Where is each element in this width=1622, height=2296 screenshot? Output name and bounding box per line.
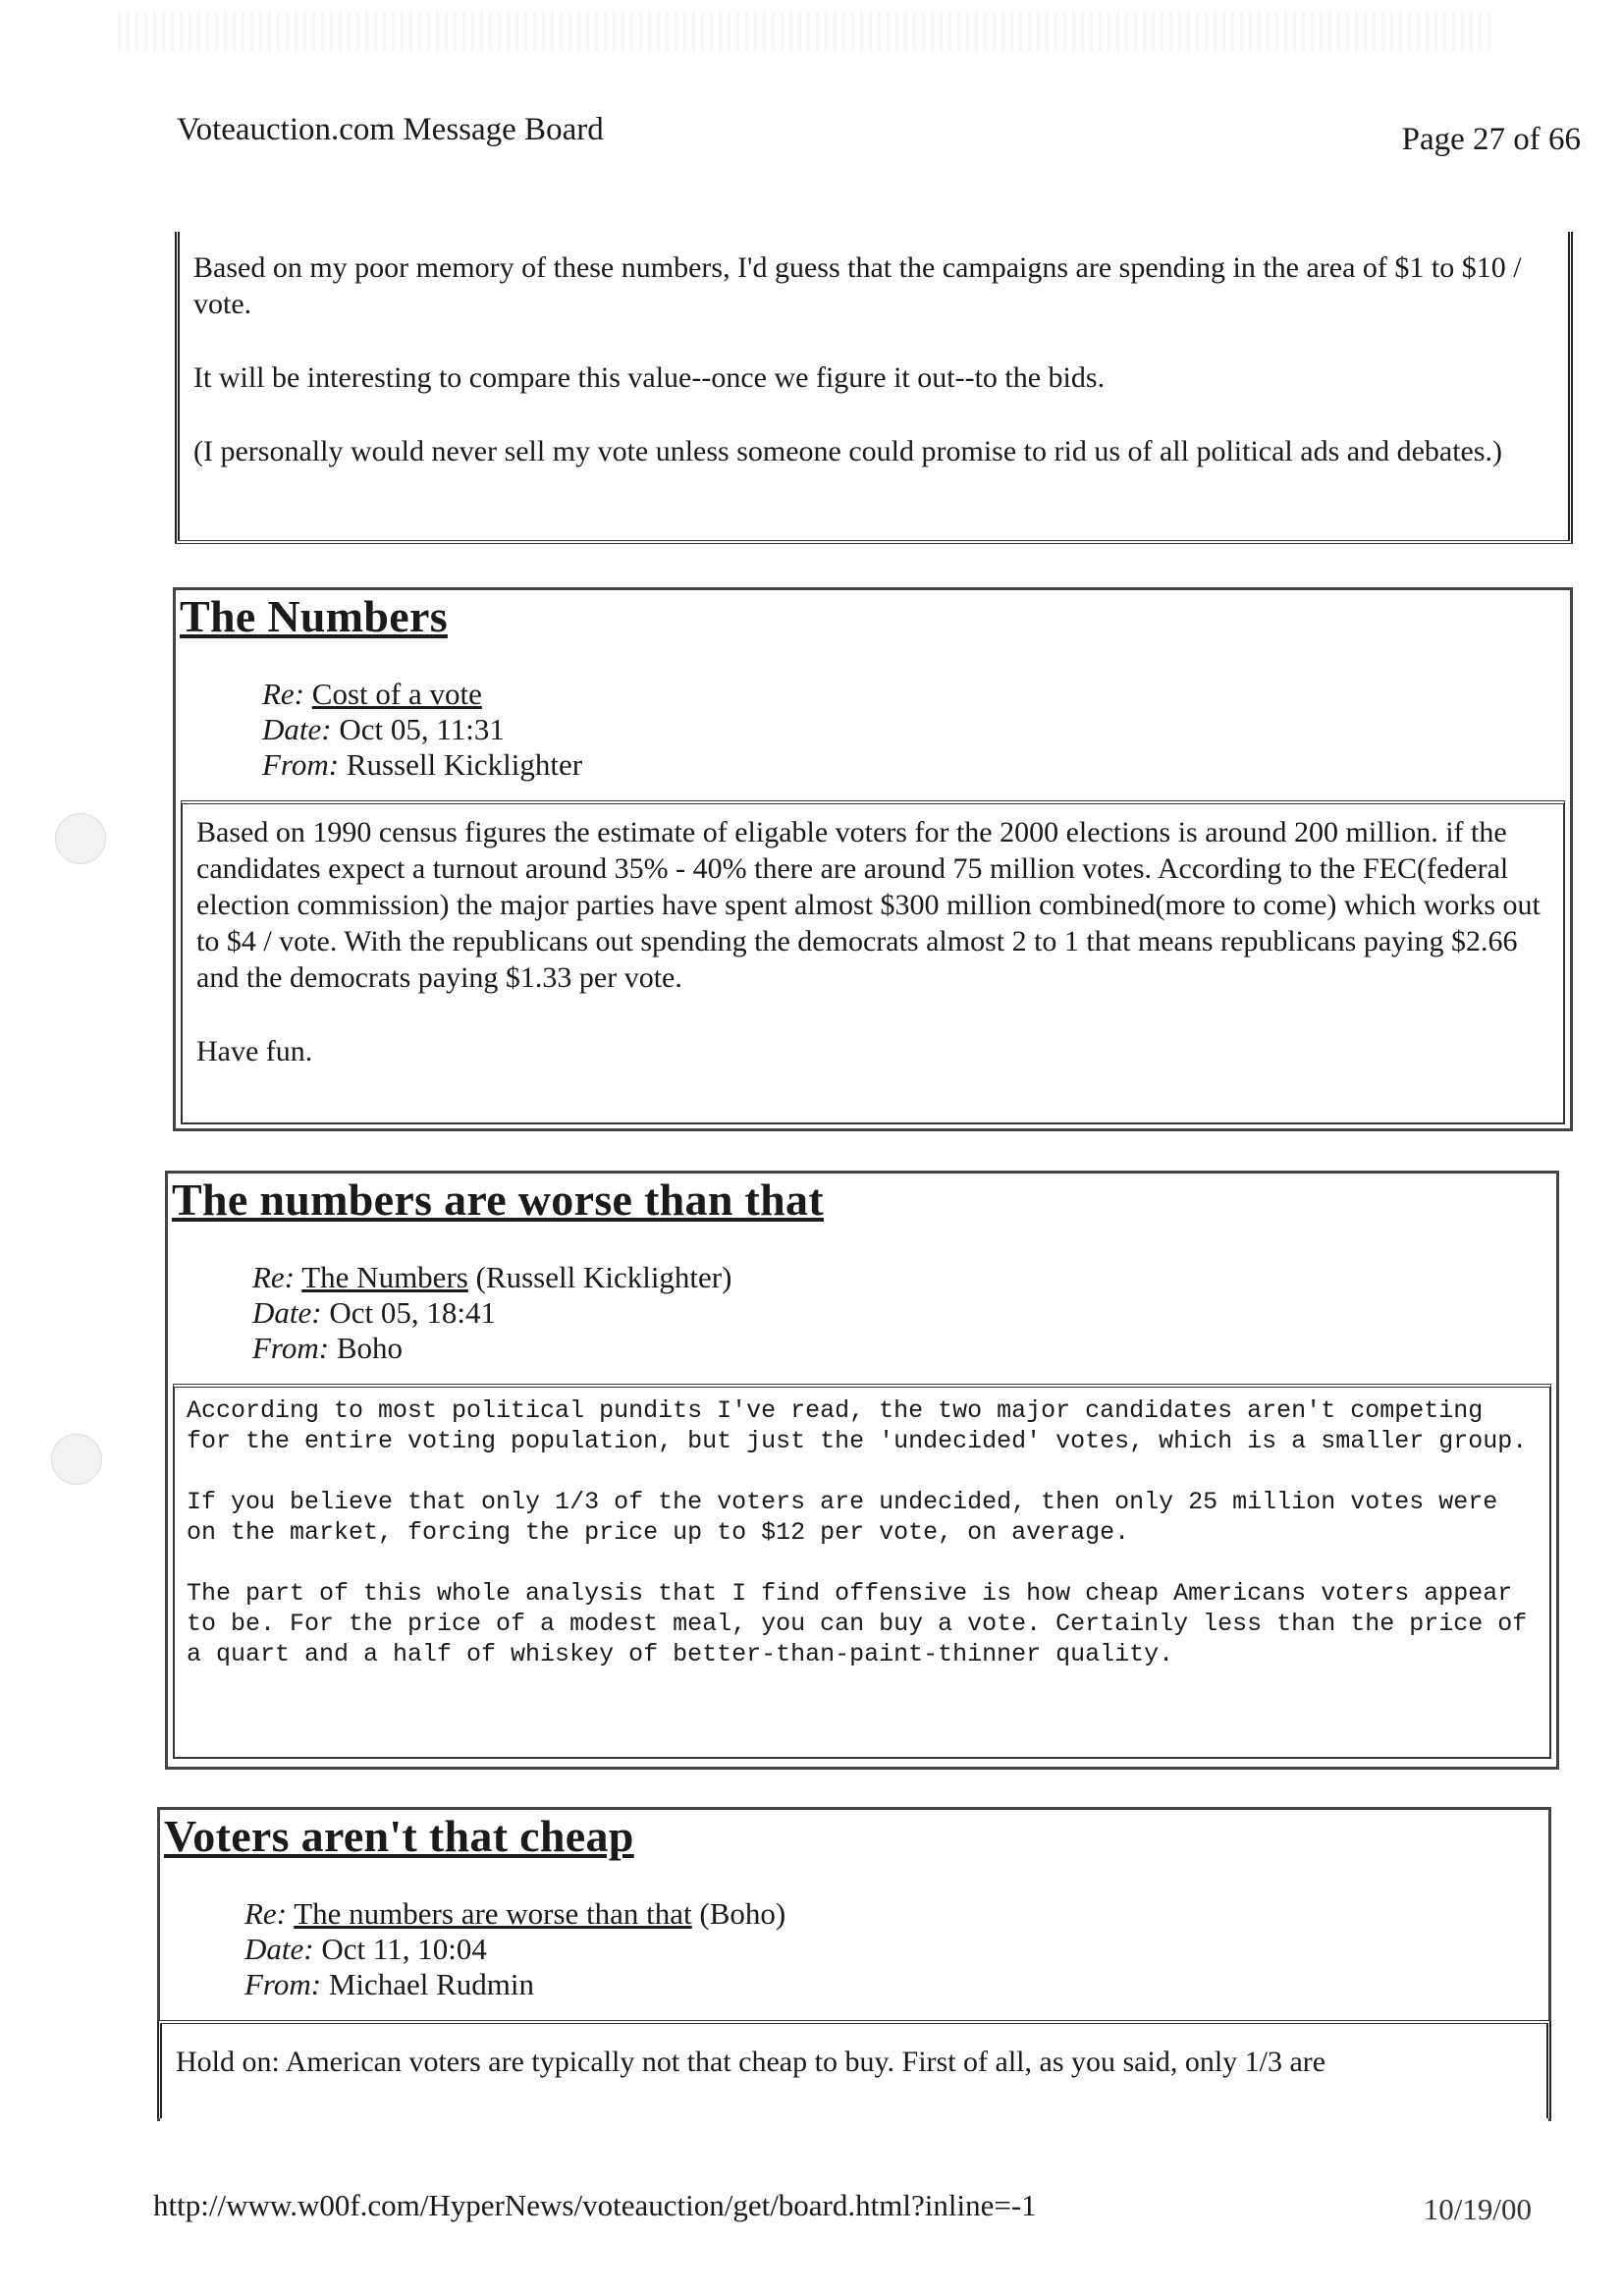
- paragraph: According to most political pundits I've read, the two major candidates aren't competing for the entire voting population, but just the 'undecided' votes, which is a smaller group.: [187, 1396, 1528, 1455]
- date-label: Date:: [244, 1932, 314, 1966]
- post-body: [157, 2020, 1551, 2118]
- post-title[interactable]: The numbers are worse than that: [172, 1175, 824, 1225]
- date-label: Date:: [252, 1295, 322, 1330]
- re-label: Re:: [244, 1896, 288, 1931]
- post-title[interactable]: The Numbers: [180, 591, 448, 641]
- paragraph: If you believe that only 1/3 of the voters are undecided, then only 25 million votes were on the market, forcing the price up to $12 per vote, on average.: [187, 1488, 1498, 1547]
- post-author: Russell Kicklighter: [346, 747, 583, 782]
- paragraph: Have fun.: [196, 1035, 313, 1067]
- from-label: From:: [262, 747, 340, 782]
- re-suffix: (Russell Kicklighter): [467, 1260, 732, 1294]
- post-meta: [244, 1896, 785, 2002]
- re-label: Re:: [262, 677, 305, 711]
- footer-date: 10/19/00: [1423, 2192, 1532, 2226]
- scan-artifact: [118, 12, 1492, 51]
- post-author: Michael Rudmin: [328, 1967, 535, 2001]
- post-meta: [252, 1260, 731, 1366]
- continued-post-body: [175, 232, 1573, 544]
- paragraph: Based on my poor memory of these numbers, I'd guess that the campaigns are spending in the area of $1 to $10 / vote.: [193, 251, 1522, 320]
- from-label: From:: [252, 1331, 330, 1365]
- punch-hole: [51, 1434, 102, 1485]
- post-date: Oct 05, 18:41: [329, 1295, 496, 1330]
- post-card: [157, 1807, 1551, 2121]
- re-link[interactable]: Cost of a vote: [311, 677, 482, 711]
- post-title[interactable]: Voters aren't that cheap: [164, 1811, 634, 1861]
- paragraph: The part of this whole analysis that I find offensive is how cheap Americans voters appear to be. For the price of a modest meal, you can buy a vote. Certainly less than the price of a quart and a half of whiskey of better-than-paint-thinner quality.: [187, 1579, 1528, 1668]
- post-meta: [262, 677, 582, 783]
- post-author: Boho: [336, 1331, 403, 1365]
- paragraph: Based on 1990 census figures the estimate of eligable voters for the 2000 elections is around 200 million. if the candidates expect a turnout around 35% - 40% there are around 75 million votes. According to the FEC(federal election commission) the major parties have spent almost $300 million combined(more to come) which works out to $4 / vote. With the republicans out spending the democrats almost 2 to 1 that means republicans paying $2.66 and the democrats paying $1.33 per vote.: [196, 816, 1541, 994]
- re-label: Re:: [252, 1260, 296, 1294]
- post-date: Oct 11, 10:04: [321, 1932, 487, 1966]
- date-label: Date:: [262, 712, 332, 746]
- page-number: Page 27 of 66: [1401, 122, 1581, 157]
- paragraph: It will be interesting to compare this value--once we figure it out--to the bids.: [193, 361, 1106, 394]
- footer-url: http://www.w00f.com/HyperNews/voteauction/get/board.html?inline=-1: [153, 2188, 1037, 2222]
- punch-hole: [55, 813, 106, 864]
- from-label: From:: [244, 1967, 322, 2001]
- re-link[interactable]: The numbers are worse than that: [294, 1896, 692, 1931]
- re-link[interactable]: The Numbers: [301, 1260, 468, 1294]
- post-body: [173, 1384, 1551, 1759]
- post-card: [173, 587, 1573, 1131]
- paragraph: Hold on: American voters are typically not that cheap to buy. First of all, as you said, only 1/3 are: [176, 2046, 1326, 2078]
- re-suffix: (Boho): [691, 1896, 786, 1931]
- board-title: Voteauction.com Message Board: [177, 112, 604, 147]
- paragraph: (I personally would never sell my vote unless someone could promise to rid us of all political ads and debates.): [193, 435, 1503, 467]
- post-body: [181, 800, 1565, 1124]
- post-card: [165, 1171, 1559, 1770]
- post-date: Oct 05, 11:31: [339, 712, 505, 746]
